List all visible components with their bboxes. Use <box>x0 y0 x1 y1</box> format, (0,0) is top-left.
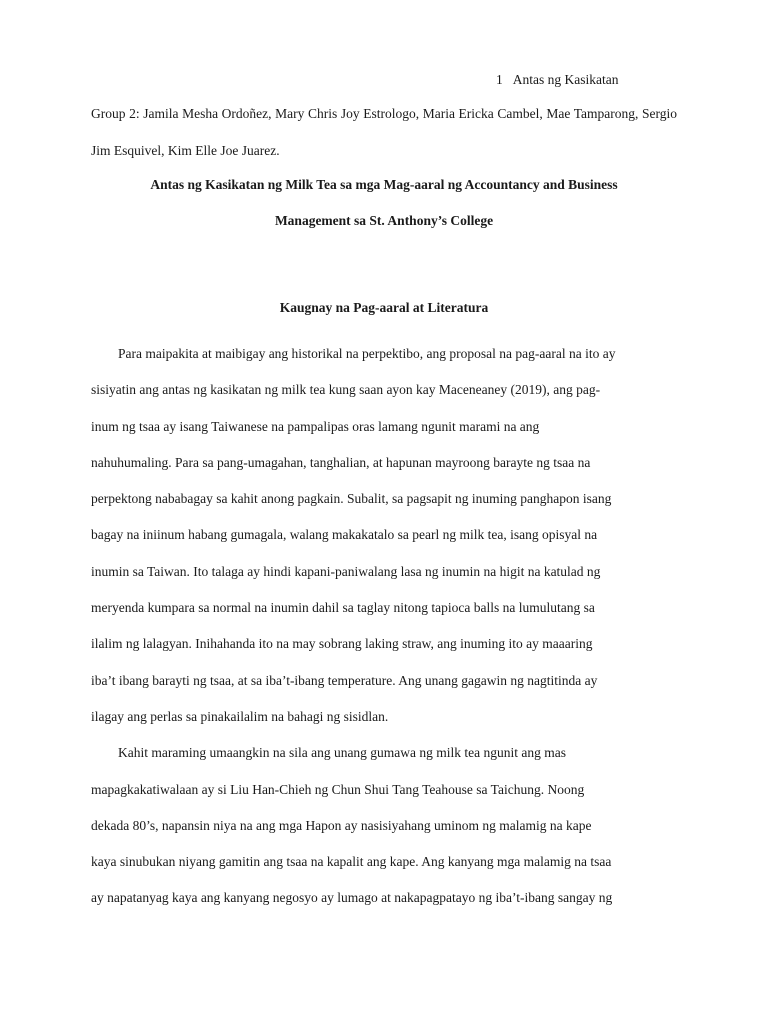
body-text <box>91 336 677 917</box>
text-line: bagay na iniinum habang gumagala, walang makakatalo sa pearl ng milk tea, isang opisyal na <box>91 527 598 543</box>
paragraph <box>91 336 677 735</box>
text-line: perpektong nababagay sa kahit anong pagkain. Subalit, sa pagsapit ng inuming panghapon isang <box>91 491 612 507</box>
section-heading: Kaugnay na Pag-aaral at Literatura <box>279 300 489 315</box>
text-line: ilagay ang perlas sa pinakailalim na bahagi ng sisidlan. <box>91 708 389 724</box>
text-line: iba’t ibang barayti ng tsaa, at sa iba’t-ibang temperature. Ang unang gagawin ng nagtitinda ay <box>91 672 598 688</box>
text-line: inum ng tsaa ay isang Taiwanese na pampalipas oras lamang ngunit marami na ang <box>91 418 540 434</box>
text-line: Para maipakita at maibigay ang historikal na perpektibo, ang proposal na pag-aaral na ito ay <box>118 346 616 361</box>
text-line: Kahit maraming umaangkin na sila ang unang gumawa ng milk tea ngunit ang mas <box>118 745 567 761</box>
text-line: mapagkakatiwalaan ay si Liu Han-Chieh ng Chun Shui Tang Teahouse sa Taichung. Noong <box>91 781 585 797</box>
text-line: sisiyatin ang antas ng kasikatan ng milk tea kung saan ayon kay Maceneaney (2019), ang pag- <box>91 382 601 398</box>
text-line: ilalim ng lalagyan. Inihahanda ito na may sobrang laking straw, ang inuming ito ay maaaring <box>91 636 593 652</box>
title-line-2: Management sa St. Anthony’s College <box>274 213 494 228</box>
author-list: Group 2: Jamila Mesha Ordoñez, Mary Chris Joy Estrologo, Maria Ericka Cambel, Mae Tamparong, Sergio Jim Esquivel, Kim Elle Joe Juarez. <box>91 106 677 158</box>
document-title <box>91 167 677 239</box>
page-number: 1 <box>496 72 503 87</box>
running-header <box>496 72 618 88</box>
paragraph <box>91 735 677 916</box>
text-line: ay napatanyag kaya ang kanyang negosyo ay lumago at nakapagpatayo ng iba’t-ibang sangay ng <box>91 890 613 906</box>
text-line: kaya sinubukan niyang gamitin ang tsaa na kapalit ang kape. Ang kanyang mga malamig na tsaa <box>91 854 612 870</box>
text-line: meryenda kumpara sa normal na inumin dahil sa taglay nitong tapioca balls na lumulutang sa <box>91 600 595 616</box>
text-line: inumin sa Taiwan. Ito talaga ay hindi kapani-paniwalang lasa ng inumin na higit na katulad ng <box>91 563 601 579</box>
title-line-1: Antas ng Kasikatan ng Milk Tea sa mga Mag-aaral ng Accountancy and Business <box>150 177 618 192</box>
text-line: dekada 80’s, napansin niya na ang mga Hapon ay nasisiyahang uminom ng malamig na kape <box>91 817 592 833</box>
running-head-title: Antas ng Kasikatan <box>512 72 619 87</box>
text-line: nahuhumaling. Para sa pang-umagahan, tanghalian, at hapunan mayroong barayte ng tsaa na <box>91 454 591 470</box>
